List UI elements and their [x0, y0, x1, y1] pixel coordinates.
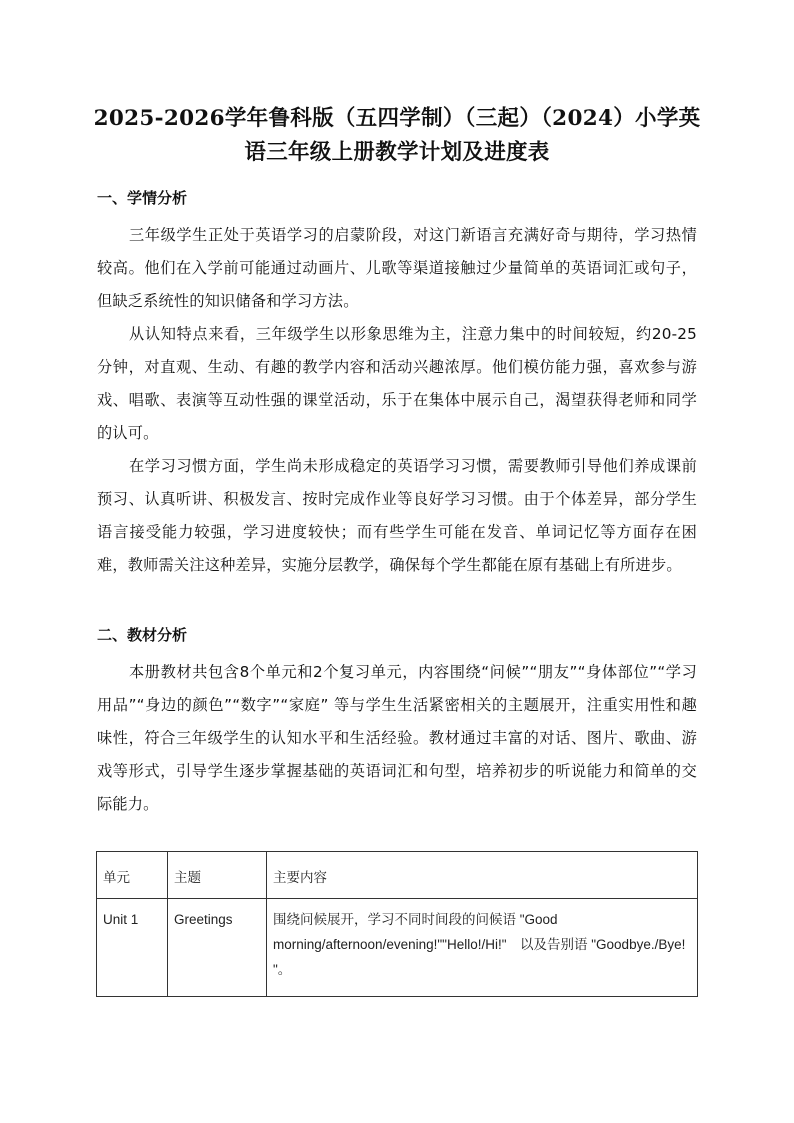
- paragraph: 三年级学生正处于英语学习的启蒙阶段，对这门新语言充满好奇与期待，学习热情较高。他们在入学前可能通过动画片、儿歌等渠道接触过少量简单的英语词汇或句子，但缺乏系统性的知识储备和学习方法。: [97, 226, 697, 310]
- teaching-schedule-table: [96, 851, 698, 997]
- column-header-theme: 主题: [168, 852, 267, 899]
- table-header-row: [97, 852, 698, 899]
- paragraph: 从认知特点来看，三年级学生以形象思维为主，注意力集中的时间较短，约20-25分钟，对直观、生动、有趣的教学内容和活动兴趣浓厚。他们模仿能力强，喜欢参与游戏、唱歌、表演等互动性强的课堂活动，乐于在集体中展示自己，渴望获得老师和同学的认可。: [97, 325, 697, 442]
- table-row: [97, 899, 698, 997]
- paragraph: 在学习习惯方面，学生尚未形成稳定的英语学习习惯，需要教师引导他们养成课前预习、认真听讲、积极发言、按时完成作业等良好学习习惯。由于个体差异，部分学生语言接受能力较强，学习进度较快；而有些学生可能在发音、单词记忆等方面存在困难，教师需关注这种差异，实施分层教学，确保每个学生都能在原有基础上有所进步。: [97, 457, 697, 574]
- section-heading-textbook-analysis: 二、教材分析: [97, 626, 188, 644]
- cell-theme: Greetings: [168, 899, 267, 997]
- column-header-unit: 单元: [97, 852, 168, 899]
- cell-unit: Unit 1: [97, 899, 168, 997]
- column-header-content: 主要内容: [267, 852, 698, 899]
- document-title: 2025-2026学年鲁科版（五四学制）（三起）（2024）小学英语三年级上册教学计划及进度表: [93, 106, 701, 165]
- section-heading-learning-analysis: 一、学情分析: [97, 189, 188, 207]
- cell-content: 围绕问候展开，学习不同时间段的问候语 "Good morning/afternoon/evening!""Hello!/Hi!" 以及告别语 "Goodbye./Bye! "。: [267, 899, 698, 997]
- paragraph: 本册教材共包含8个单元和2个复习单元，内容围绕“问候”“朋友”“身体部位”“学习用品”“身边的颜色”“数字”“家庭” 等与学生生活紧密相关的主题展开，注重实用性和趣味性，符合三年级学生的认知水平和生活经验。教材通过丰富的对话、图片、歌曲、游戏等形式，引导学生逐步掌握基础的英语词汇和句型，培养初步的听说能力和简单的交际能力。: [97, 663, 697, 813]
